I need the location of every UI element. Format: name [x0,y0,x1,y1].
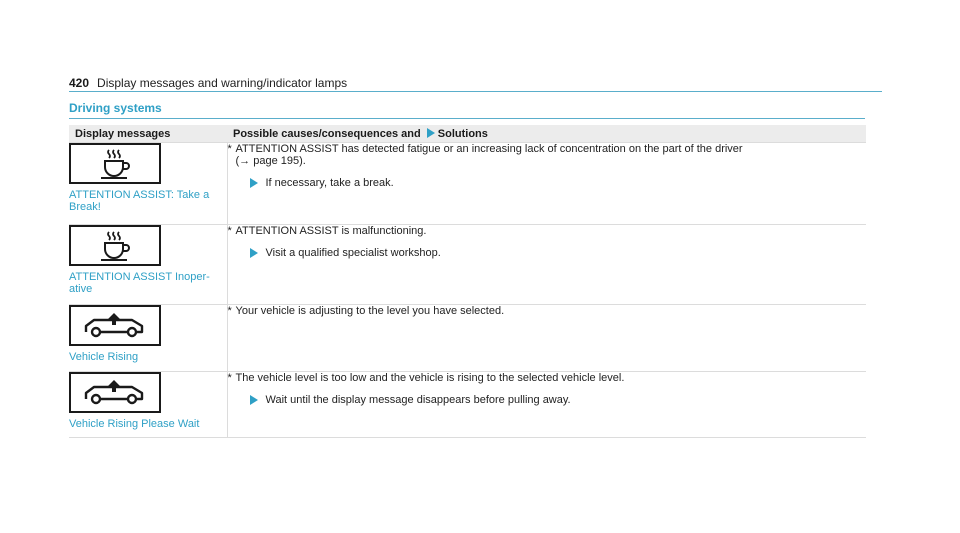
solution-step: Visit a qualified specialist workshop. [228,247,867,259]
solution-step: Wait until the display message disappears before pulling away. [228,394,867,406]
page-reference: (→ page 195). [235,155,306,167]
cause-text: * ATTENTION ASSIST is malfunctioning. [227,225,427,237]
cause-text: * ATTENTION ASSIST has detected fatigue or an increasing lack of concentration on the part of the driver [227,143,743,155]
message-label: Vehicle Rising Please Wait [69,418,200,430]
cause-text: * The vehicle level is too low and the vehicle is rising to the selected vehicle level. [227,372,625,384]
message-cell [69,372,227,438]
section-divider [69,118,865,119]
page-header [69,72,882,92]
solution-arrow-icon [250,178,258,188]
table-row [69,143,866,225]
cause-text: * Your vehicle is adjusting to the level you have selected. [227,305,505,317]
page-number: 420 [69,76,90,90]
column-header-display-messages: Display messages [69,125,227,143]
message-cell [69,305,227,372]
solution-step: If necessary, take a break. [228,177,867,189]
cause-solution-cell [227,143,866,225]
cause-solution-cell [227,305,866,372]
message-label: ATTENTION ASSIST: Take a Break! [69,189,210,213]
vehicle-rising-icon [69,372,161,413]
table-row [69,305,866,372]
section-title: Driving systems [69,101,162,115]
message-cell [69,225,227,305]
solution-arrow-icon [250,395,258,405]
cause-solution-cell [227,225,866,305]
running-title: Display messages and warning/indicator lamps [97,76,348,90]
coffee-cup-icon [69,225,161,266]
cause-solution-cell [227,372,866,438]
solution-arrow-icon [250,248,258,258]
display-messages-table [69,125,866,438]
message-cell [69,143,227,225]
message-label: Vehicle Rising [69,351,139,363]
vehicle-rising-icon [69,305,161,346]
message-label: ATTENTION ASSIST Inoper- ative [69,271,210,295]
column-header-causes-solutions: Possible causes/consequences and Solutions [227,125,866,143]
table-row [69,372,866,438]
table-header-row [69,125,866,143]
table-row [69,225,866,305]
coffee-cup-icon [69,143,161,184]
solution-arrow-icon [427,128,435,138]
